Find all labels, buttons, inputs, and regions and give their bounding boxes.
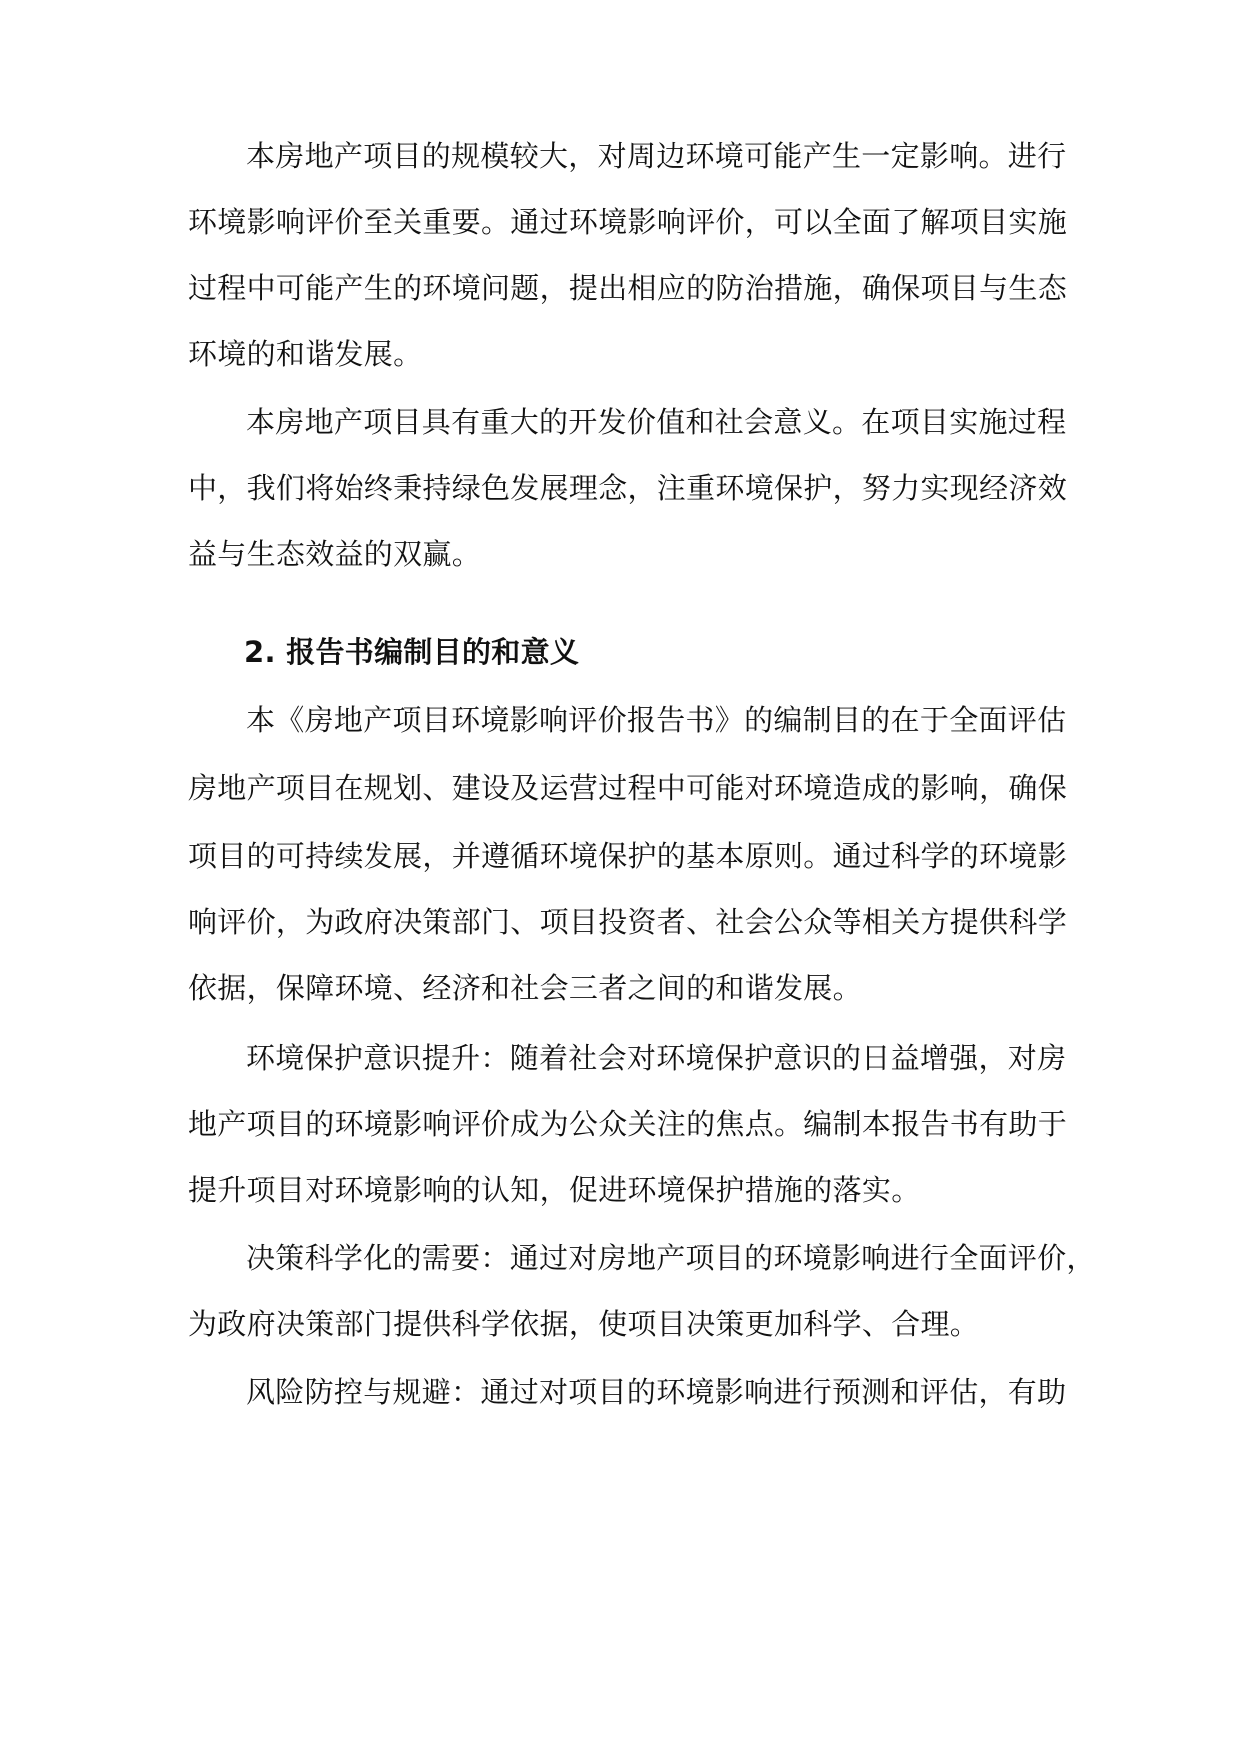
paragraph-2-line-1: 本房地产项目具有重大的开发价值和社会意义。在项目实施过程 — [246, 405, 1067, 439]
paragraph-5-line-2: 为政府决策部门提供科学依据，使项目决策更加科学、合理。 — [188, 1307, 980, 1341]
paragraph-6-line-1: 风险防控与规避：通过对项目的环境影响进行预测和评估，有助 — [246, 1375, 1067, 1409]
paragraph-1-line-3: 过程中可能产生的环境问题，提出相应的防治措施，确保项目与生态 — [188, 271, 1068, 305]
paragraph-3-line-5: 依据，保障环境、经济和社会三者之间的和谐发展。 — [188, 971, 862, 1005]
paragraph-2-line-3: 益与生态效益的双赢。 — [188, 537, 482, 571]
section-heading: 2. 报告书编制目的和意义 — [244, 635, 580, 669]
paragraph-1-line-2: 环境影响评价至关重要。通过环境影响评价，可以全面了解项目实施 — [188, 205, 1068, 239]
paragraph-1-line-1: 本房地产项目的规模较大，对周边环境可能产生一定影响。进行 — [246, 139, 1067, 173]
paragraph-4-line-3: 提升项目对环境影响的认知，促进环境保护措施的落实。 — [188, 1173, 921, 1207]
paragraph-3-line-3: 项目的可持续发展，并遵循环境保护的基本原则。通过科学的环境影 — [188, 839, 1068, 873]
paragraph-1-line-4: 环境的和谐发展。 — [188, 337, 423, 371]
paragraph-3-line-1: 本《房地产项目环境影响评价报告书》的编制目的在于全面评估 — [246, 703, 1067, 737]
paragraph-3-line-2: 房地产项目在规划、建设及运营过程中可能对环境造成的影响，确保 — [188, 771, 1068, 805]
paragraph-2-line-2: 中，我们将始终秉持绿色发展理念，注重环境保护，努力实现经济效 — [188, 471, 1068, 505]
paragraph-3-line-4: 响评价，为政府决策部门、项目投资者、社会公众等相关方提供科学 — [188, 905, 1068, 939]
paragraph-5-line-1: 决策科学化的需要：通过对房地产项目的环境影响进行全面评价， — [246, 1241, 1096, 1275]
paragraph-4-line-2: 地产项目的环境影响评价成为公众关注的焦点。编制本报告书有助于 — [188, 1107, 1068, 1141]
paragraph-4-line-1: 环境保护意识提升：随着社会对环境保护意识的日益增强，对房 — [246, 1041, 1067, 1075]
